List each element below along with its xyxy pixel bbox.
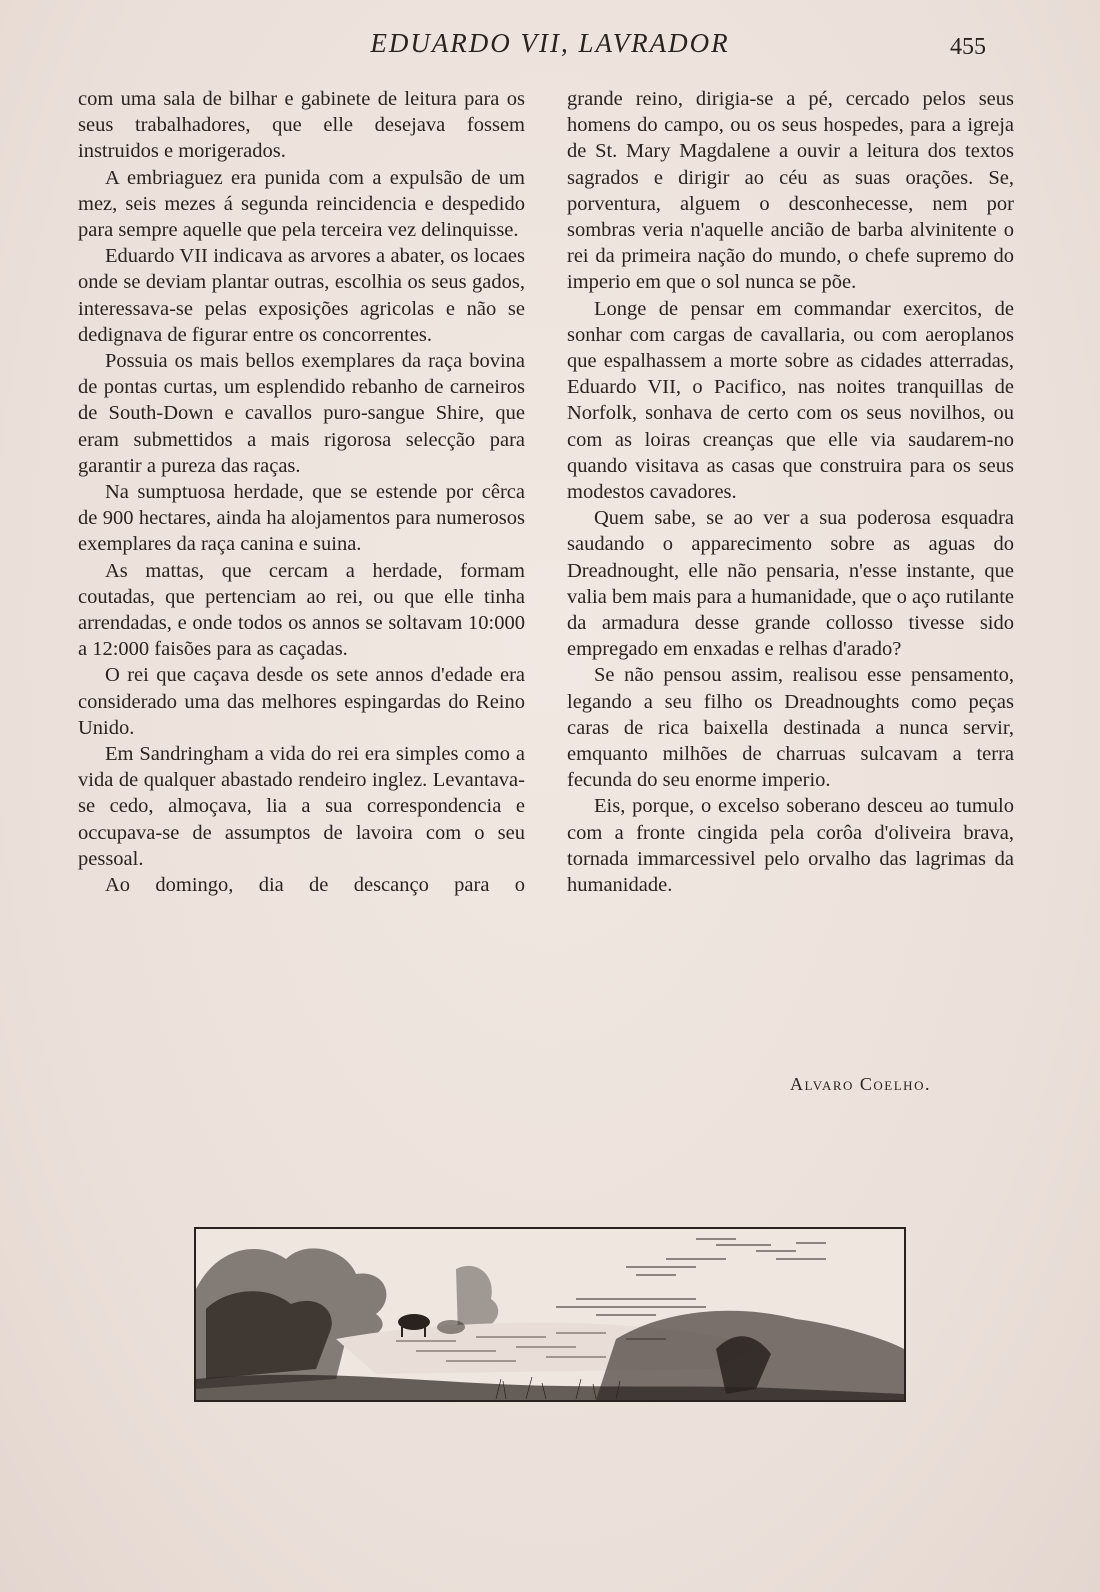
paragraph: As mattas, que cercam a herdade, formam coutadas, que pertenciam ao rei, ou que elle tinha arrendadas, e onde todos os annos se soltavam 10:000 a 12:000 faisões para as caçadas. (78, 559, 525, 661)
landscape-illustration (196, 1229, 904, 1400)
landscape-engraving (194, 1227, 906, 1402)
paragraph: A embriaguez era punida com a expulsão de um mez, seis mezes á segunda reincidencia e despedido para sempre aquelle que pela terceira vez delinquisse. (78, 166, 525, 242)
paragraph: grande reino, dirigia-se a pé, cercado pelos seus homens do campo, ou os seus hospedes, para a igreja de St. Mary Magdalene a ouvir a leitura dos textos sagrados e dirigir ao céu as suas orações. Se, porventura, alguem o desconhecesse, nem por sombras veria n'aquelle ancião de barba alvinitente o rei da primeira nação do mundo, o chefe supremo do imperio em que o sol nunca se põe. (567, 88, 1014, 294)
right-column (567, 86, 1014, 898)
author-signature: Alvaro Coelho. (790, 1074, 931, 1094)
page-number: 455 (950, 34, 986, 60)
paragraph: Se não pensou assim, realisou esse pensamento, legando a seu filho os Dreadnoughts como peças caras de rica baixella destinada a nunca servir, emquanto milhões de charruas sulcavam a terra fecunda do seu enorme imperio. (567, 664, 1014, 792)
sky-hatching (556, 1239, 826, 1315)
paragraph: Ao domingo, dia de descanço para o (105, 874, 525, 897)
paragraph: Eduardo VII indicava as arvores a abater, os locaes onde se deviam plantar outras, escolhia os seus gados, interessava-se pelas exposições agricolas e não se dedignava de figurar entre os concorrentes. (78, 245, 525, 346)
paragraph: Quem sabe, se ao ver a sua poderosa esquadra saudando o apparecimento sobre as aguas do Dreadnought, elle não pensaria, n'esse instante, que valia bem mais para a humanidade, que o aço rutilante da armadura desse grande collosso tivesse sido empregado em enxadas e relhas d'arado? (567, 507, 1014, 661)
paragraph: Possuia os mais bellos exemplares da raça bovina de pontas curtas, um esplendido rebanho de carneiros de South-Down e cavallos puro-sangue Shire, que eram submettidos a mais rigorosa selecção para garantir a pureza das raças. (78, 350, 525, 477)
paragraph: com uma sala de bilhar e gabinete de leitura para os seus trabalhadores, que elle desejava fossem instruidos e morigerados. (78, 88, 525, 163)
running-title: EDUARDO VII, LAVRADOR (370, 28, 730, 58)
paragraph: Na sumptuosa herdade, que se estende por cêrca de 900 hectares, ainda ha alojamentos para numerosos exemplares da raça canina e suina. (78, 481, 525, 556)
left-column (78, 86, 525, 898)
paragraph: Eis, porque, o excelso soberano desceu ao tumulo com a fronte cingida pela corôa d'oliveira brava, tornada immarcessivel pelo orvalho das lagrimas da humanidade. (567, 795, 1014, 897)
paragraph: O rei que caçava desde os sete annos d'edade era considerado uma das melhores espingardas do Reino Unido. (78, 664, 525, 739)
paragraph: Em Sandringham a vida do rei era simples como a vida de qualquer abastado rendeiro inglez. Levantava-se cedo, almoçava, lia a sua correspondencia e occupava-se de assumptos de lavoira com o seu pessoal. (78, 743, 525, 870)
paragraph: Longe de pensar em commandar exercitos, de sonhar com cargas de cavallaria, ou com aeroplanos que espalhassem a morte sobre as cidades atterradas, Eduardo VII, o Pacifico, nas noites tranquillas de Norfolk, sonhava de certo com os seus novilhos, ou com as loiras creanças que elle via saudarem-no quando visitava as casas que construira para os seus modestos cavadores. (567, 297, 1014, 504)
